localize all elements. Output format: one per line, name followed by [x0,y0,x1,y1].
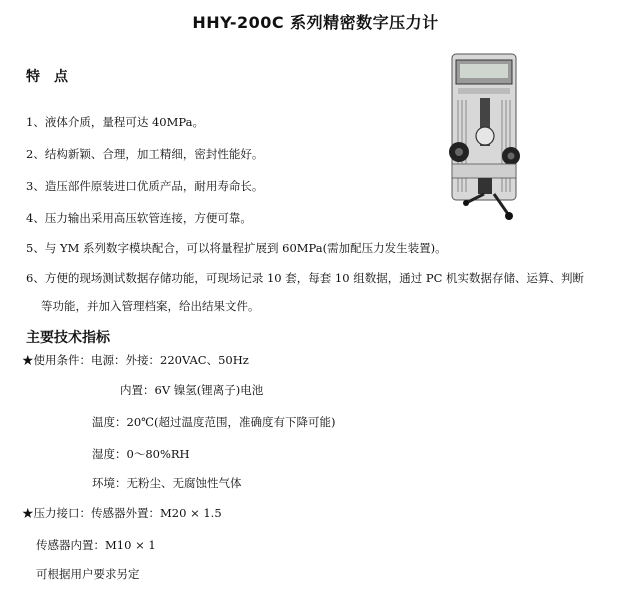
pressure-gauge-image [438,52,530,222]
specs-heading: 主要技术指标 [26,330,110,346]
feature-item: 4、压力输出采用高压软管连接，方便可靠。 [26,211,252,225]
feature-item: 3、造压部件原装进口优质产品，耐用寿命长。 [26,179,264,193]
spec-line: 温度：20℃(超过温度范围，准确度有下降可能) [92,415,336,429]
spec-line: ★压力接口：传感器外置：M20 × 1.5 [22,506,222,520]
feature-item: 2、结构新颖、合理，加工精细，密封性能好。 [26,147,264,161]
feature-item-continuation: 等功能，并加入管理档案，给出结果文件。 [41,299,260,313]
feature-item: 1、液体介质，量程可达 40MPa。 [26,115,204,129]
feature-item: 5、与 YM 系列数字模块配合，可以将量程扩展到 60MPa(需加配压力发生装置)。 [26,241,447,255]
spec-line: 内置：6V 镍氢(锂离子)电池 [120,383,264,397]
feature-item: 6、方便的现场测试数据存储功能，可现场记录 10 套，每套 10 组数据，通过 PC 机实数据存储、运算、判断 [26,271,585,285]
spec-line: 湿度：0～80%RH [92,447,190,461]
spec-line: 可根据用户要求另定 [36,567,140,581]
features-heading: 特 点 [26,69,68,85]
page-title: HHY-200C 系列精密数字压力计 [192,13,439,32]
spec-line: 环境：无粉尘、无腐蚀性气体 [92,476,242,490]
spec-line: ★使用条件：电源：外接：220VAC、50Hz [22,353,249,367]
spec-line: 传感器内置：M10 × 1 [36,538,156,552]
